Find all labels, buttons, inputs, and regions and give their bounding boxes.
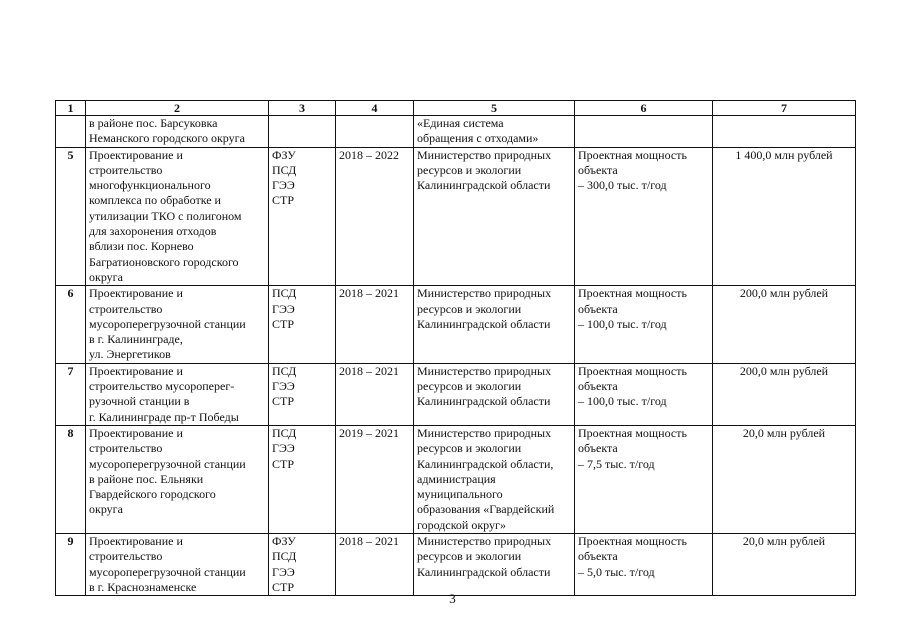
project-indicator: Проектная мощность объекта – 100,0 тыс. т/год: [575, 363, 713, 425]
project-name: в районе пос. Барсуковка Неманского городского округа: [86, 116, 269, 148]
table-row: [56, 147, 856, 286]
row-number: 8: [56, 425, 86, 533]
project-executor: «Единая система обращения с отходами»: [414, 116, 575, 148]
col-header-4: 4: [336, 101, 414, 116]
row-number: 5: [56, 147, 86, 286]
col-header-6: 6: [575, 101, 713, 116]
project-executor: Министерство природных ресурсов и экологии Калининградской области: [414, 363, 575, 425]
project-executor: Министерство природных ресурсов и экологии Калининградской области, администрация муниципального образования «Гвардейский городской округ»: [414, 425, 575, 533]
project-stages: ПСД ГЭЭ СТР: [269, 286, 336, 363]
project-executor: Министерство природных ресурсов и экологии Калининградской области: [414, 534, 575, 596]
project-period: 2018 – 2021: [336, 363, 414, 425]
col-header-2: 2: [86, 101, 269, 116]
project-executor: Министерство природных ресурсов и экологии Калининградской области: [414, 286, 575, 363]
project-indicator: Проектная мощность объекта – 100,0 тыс. т/год: [575, 286, 713, 363]
project-amount: 20,0 млн рублей: [713, 534, 856, 596]
col-header-1: 1: [56, 101, 86, 116]
project-stages: ПСД ГЭЭ СТР: [269, 363, 336, 425]
page-number: 3: [449, 591, 456, 606]
project-period: [336, 116, 414, 148]
col-header-3: 3: [269, 101, 336, 116]
project-name: Проектирование и строительство мусороперегрузочной станции в г. Калининграде, ул. Энергетиков: [86, 286, 269, 363]
col-header-5: 5: [414, 101, 575, 116]
table-row: [56, 425, 856, 533]
table-row: [56, 534, 856, 596]
project-stages: ПСД ГЭЭ СТР: [269, 425, 336, 533]
project-period: 2019 – 2021: [336, 425, 414, 533]
project-amount: 20,0 млн рублей: [713, 425, 856, 533]
project-amount: [713, 116, 856, 148]
project-amount: 200,0 млн рублей: [713, 363, 856, 425]
project-stages: [269, 116, 336, 148]
table-row: [56, 286, 856, 363]
project-period: 2018 – 2022: [336, 147, 414, 286]
project-amount: 200,0 млн рублей: [713, 286, 856, 363]
row-number: 9: [56, 534, 86, 596]
project-stages: ФЗУ ПСД ГЭЭ СТР: [269, 534, 336, 596]
project-period: 2018 – 2021: [336, 286, 414, 363]
project-indicator: Проектная мощность объекта – 7,5 тыс. т/год: [575, 425, 713, 533]
table-row: [56, 363, 856, 425]
project-indicator: Проектная мощность объекта – 300,0 тыс. т/год: [575, 147, 713, 286]
project-stages: ФЗУ ПСД ГЭЭ СТР: [269, 147, 336, 286]
table-row: [56, 116, 856, 148]
project-name: Проектирование и строительство мусороперег- рузочной станции в г. Калининграде пр-т Победы: [86, 363, 269, 425]
project-executor: Министерство природных ресурсов и экологии Калининградской области: [414, 147, 575, 286]
project-name: Проектирование и строительство многофункционального комплекса по обработке и утилизации ТКО с полигоном для захоронения отходов вблизи пос. Корнево Багратионовского городского округа: [86, 147, 269, 286]
row-number: 6: [56, 286, 86, 363]
project-name: Проектирование и строительство мусороперегрузочной станции в районе пос. Ельняки Гвардейского городского округа: [86, 425, 269, 533]
project-name: Проектирование и строительство мусороперегрузочной станции в г. Краснознаменске: [86, 534, 269, 596]
project-indicator: Проектная мощность объекта – 5,0 тыс. т/год: [575, 534, 713, 596]
col-header-7: 7: [713, 101, 856, 116]
projects-table: [55, 100, 856, 596]
row-number: [56, 116, 86, 148]
header-row: [56, 101, 856, 116]
row-number: 7: [56, 363, 86, 425]
project-indicator: [575, 116, 713, 148]
project-period: 2018 – 2021: [336, 534, 414, 596]
project-amount: 1 400,0 млн рублей: [713, 147, 856, 286]
